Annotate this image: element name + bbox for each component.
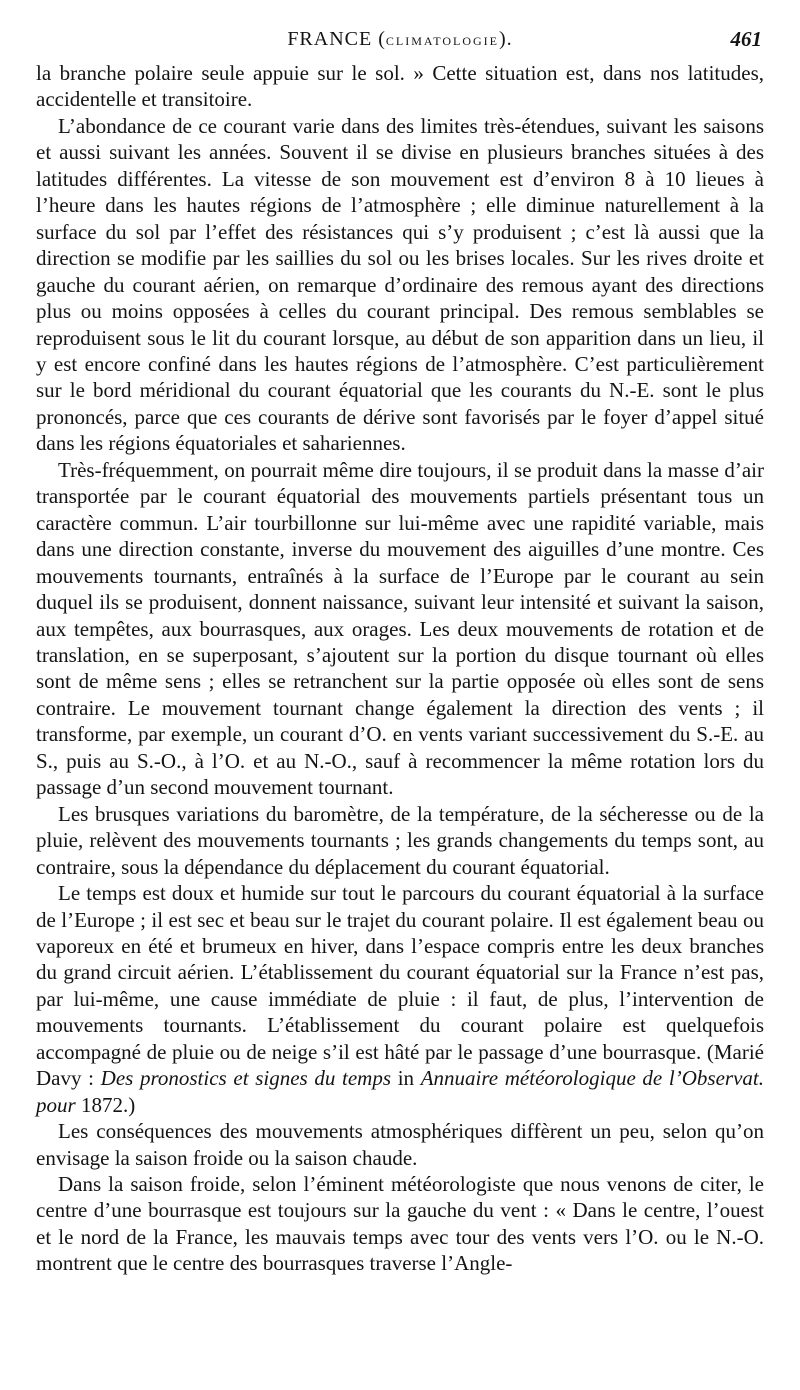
paragraph-5-text-c: 1872.): [75, 1092, 136, 1117]
paragraph-5-text-b: in: [391, 1066, 421, 1091]
paragraph-4: Les brusques variations du baromètre, de la température, de la sécheresse ou de la pluie, relèvent des mouvements tournants ; les grands changements du temps sont, au contraire, sous la dépendance du déplacement du courant équatorial.: [36, 801, 764, 879]
citation-source: Annuaire météorologique de l’Observat. pour: [36, 1066, 764, 1117]
paragraph-1: la branche polaire seule appuie sur le sol. » Cette situation est, dans nos latitudes, accidentelle et transitoire.: [36, 61, 764, 112]
page-number: 461: [730, 27, 762, 51]
paragraph-5-text-a: Le temps est doux et humide sur tout le parcours du courant équatorial à la surface de l’Europe ; il est sec et beau sur le trajet du courant polaire. Il est également beau ou vaporeux en été et brumeux en hiver, dans l’espace compris entre les deux branches du grand circuit aérien. L’établissement du courant équatorial sur la France n’est pas, par lui-même, une cause immédiate de pluie : il faut, de plus, l’intervention de mouvements tournants. L’établissement du courant polaire est quelquefois accompagné de pluie ou de neige s’il est hâté par le passage d’une bourrasque. (Marié Davy :: [36, 881, 764, 1091]
citation-title: Des pronostics et signes du temps: [100, 1066, 392, 1091]
paragraph-7: Dans la saison froide, selon l’éminent météorologiste que nous venons de citer, le centre d’une bourrasque est toujours sur la gauche du vent : « Dans le centre, l’ouest et le nord de la France, les mauvais temps avec tour des vents vers l’O. ou le N.-O. montrent que le centre des bourrasques traverse l’Angle-: [36, 1172, 764, 1276]
paragraph-6: Les conséquences des mouvements atmosphériques diffèrent un peu, selon qu’on envisage la saison froide ou la saison chaude.: [36, 1119, 764, 1170]
body-text: [36, 60, 764, 1277]
paragraph-3: Très-fréquemment, on pourrait même dire toujours, il se produit dans la masse d’air transportée par le courant équatorial des mouvements partiels présentant tous un caractère commun. L’air tourbillonne sur lui-même avec une rapidité variable, mais dans une direction constante, inverse du mouvement des aiguilles d’une montre. Ces mouvements tournants, entraînés à la surface de l’Europe par le courant au sein duquel ils se produisent, donnent naissance, suivant leur intensité et suivant la saison, aux tempêtes, aux bourrasques, aux orages. Les deux mouvements de rotation et de translation, en se superposant, s’ajoutent sur la portion du disque tournant où elles sont de même sens ; elles se retranchent sur la partie opposée où elles sont de sens contraire. Le mouvement tournant change également la direction des vents ; il transforme, par exemple, un courant d’O. en vents variant successivement du S.-E. au S., puis au S.-O., à l’O. et au N.-O., sauf à recommencer la même rotation lors du passage d’un second mouvement tournant.: [36, 457, 764, 800]
running-head: [36, 26, 764, 56]
paragraph-5: [36, 880, 764, 1118]
running-title: [36, 26, 764, 54]
paragraph-2: L’abondance de ce courant varie dans des limites très-étendues, suivant les saisons et aussi suivant les années. Souvent il se divise en plusieurs branches situées à des latitudes différentes. La vitesse de son mouvement est d’environ 8 à 10 lieues à l’heure dans les hautes régions de l’atmosphère ; elle diminue naturellement à la surface du sol par l’effet des résistances qui s’y produisent ; c’est là aussi que la direction se modifie par les saillies du sol ou les brises locales. Sur les rives droite et gauche du courant aérien, on remarque d’ordinaire des remous ayant des directions plus ou moins opposées à celles du courant principal. Des remous semblables se reproduisent sous le lit du courant lorsque, au début de son apparition dans un lieu, il y est encore confiné dans les hautes régions de l’atmosphère. C’est particulièrement sur le bord méridional du courant équatorial que les courants du N.-E. sont le plus prononcés, parce que ces courants de dérive sont favorisés par le foyer d’appel situé dans les régions équatoriales et sahariennes.: [36, 113, 764, 456]
running-title-main: FRANCE (: [287, 28, 386, 50]
running-title-end: ).: [499, 28, 513, 50]
running-title-smallcaps: CLIMATOLOGIE: [385, 34, 499, 48]
